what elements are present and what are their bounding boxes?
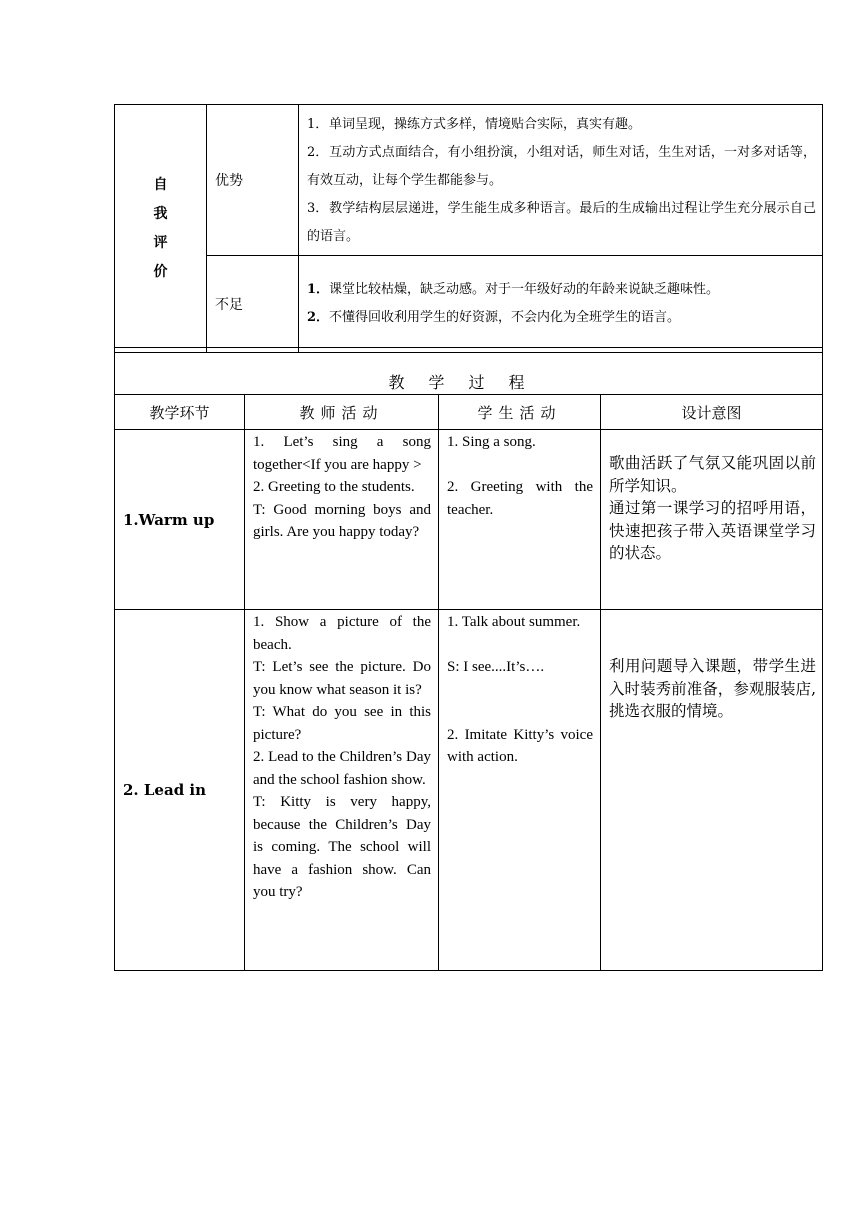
label-char: 价: [153, 263, 168, 280]
self-evaluation-label: [115, 105, 207, 353]
header-stage: 教学环节: [115, 395, 245, 430]
teacher-activity-cell: 1. Show a picture of the beach. T: Let’s see the picture. Do you know what season it is? T: What do you see in this picture? 2. Lead to the Children’s Day and the school fashion show. T: Kitty is very happy, because the Children’s Day is coming. The school will have a fashion show. Can you try?: [245, 610, 439, 971]
self-evaluation-table: [114, 104, 823, 353]
header-teacher: 教师活动: [245, 395, 439, 430]
process-title: 教学过程: [115, 348, 823, 395]
stage-cell: 1.Warm up: [115, 430, 245, 610]
table-row: [115, 430, 823, 610]
weaknesses-list: [299, 256, 823, 353]
student-activity-cell: 1. Sing a song. 2. Greeting with the teacher.: [439, 430, 601, 610]
list-item: 2．互动方式点面结合，有小组扮演，小组对话，师生对话，生生对话，一对多对话等，有效互动，让每个学生都能参与。: [307, 145, 816, 188]
list-item: 1．课堂比较枯燥，缺乏动感。对于一年级好动的年龄来说缺乏趣味性。: [307, 282, 720, 297]
design-intent-cell: 利用问题导入课题，带学生进入时装秀前准备，参观服装店, 挑选衣服的情境。: [601, 610, 823, 971]
label-char: 我: [153, 205, 168, 222]
strengths-label: 优势: [207, 105, 299, 256]
stage-cell: 2. Lead in: [115, 610, 245, 971]
teaching-process-table: [114, 347, 823, 971]
header-student: 学生活动: [439, 395, 601, 430]
table-row: [115, 610, 823, 971]
header-intent: 设计意图: [601, 395, 823, 430]
strengths-list: [299, 105, 823, 256]
label-char: 自: [153, 176, 168, 193]
list-item: 2．不懂得回收利用学生的好资源，不会内化为全班学生的语言。: [307, 310, 681, 325]
design-intent-cell: 歌曲活跃了气氛又能巩固以前所学知识。 通过第一课学习的招呼用语，快速把孩子带入英语课堂学习的状态。: [601, 430, 823, 610]
label-char: 评: [153, 234, 168, 251]
teacher-activity-cell: 1. Let’s sing a song together<If you are happy > 2. Greeting to the students. T: Good morning boys and girls. Are you happy today?: [245, 430, 439, 610]
weaknesses-label: 不足: [207, 256, 299, 353]
student-activity-cell: 1. Talk about summer. S: I see....It’s…. 2. Imitate Kitty’s voice with action.: [439, 610, 601, 971]
list-item: 3．教学结构层层递进，学生能生成多种语言。最后的生成输出过程让学生充分展示自己的语言。: [307, 201, 816, 244]
list-item: 1．单词呈现，操练方式多样，情境贴合实际，真实有趣。: [307, 117, 642, 132]
